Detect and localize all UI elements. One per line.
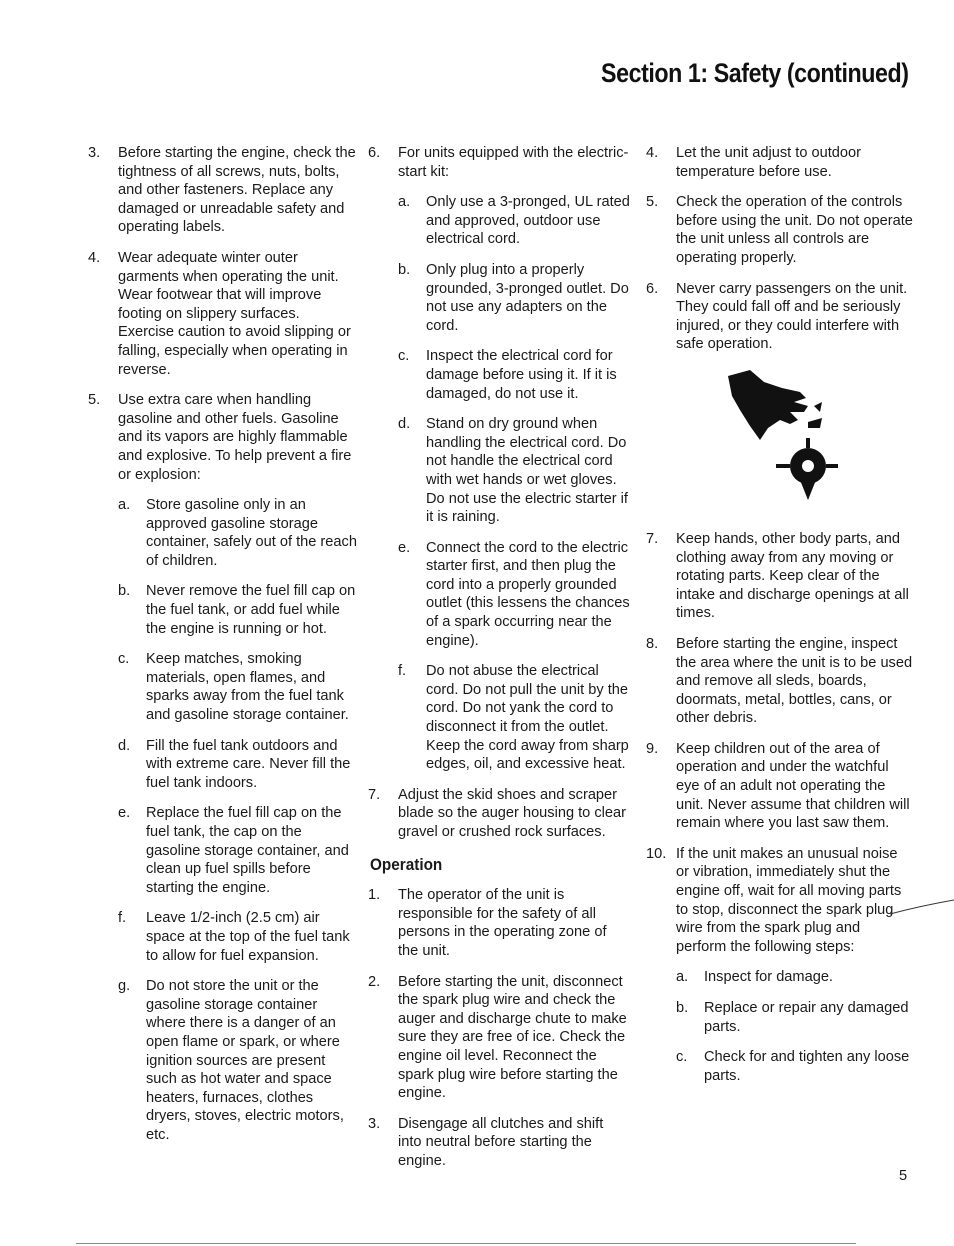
item-number: 2. [368, 973, 381, 990]
sub-item-letter: f. [118, 910, 127, 927]
item-number: 3. [368, 1115, 381, 1132]
item-number: 3. [88, 145, 101, 161]
item-number: 7. [646, 530, 659, 547]
sub-item-text: Fill the fuel tank outdoors and with extreme care. Never fill the fuel tank indoors. [146, 737, 351, 791]
item-text: Use extra care when handling gasoline and other fuels. Gasoline and its vapors are highly flammable and explosive. To help prevent a fire or explosion: [118, 392, 352, 483]
sub-item-text: Only use a 3-pronged, UL rated and approved, outdoor use electrical cord. [426, 194, 630, 248]
sub-item-letter: a. [118, 497, 131, 514]
item-number: 5. [646, 194, 659, 211]
sub-item-letter: b. [398, 261, 411, 278]
sub-item-text: Store gasoline only in an approved gasoline storage container, safely out of the reach of children. [146, 497, 357, 569]
page-title: Section 1: Safety (continued) [601, 58, 909, 88]
sub-item-text: Keep matches, smoking materials, open flames, and sparks away from the fuel tank and gasoline storage container. [146, 651, 349, 724]
sub-item-text: Inspect for damage. [704, 969, 833, 986]
sub-item-text: Connect the cord to the electric starter first, and then plug the cord into a properly grounded outlet (this lessens the chances of a spark occurring near the engine). [426, 539, 630, 649]
item-number: 5. [88, 392, 101, 409]
sub-item-text: Replace or repair any damaged parts. [704, 1000, 909, 1035]
sub-item-letter: c. [676, 1049, 688, 1066]
item-text: Disengage all clutches and shift into neutral before starting the engine. [398, 1115, 604, 1169]
item-number: 9. [646, 740, 659, 757]
item-text: Wear adequate winter outer garments when operating the unit. Wear footwear that will improve footing on slippery surfaces. Exercise caution to avoid slipping or falling, especially when operating in reverse. [118, 249, 351, 378]
sub-item-text: Check for and tighten any loose parts. [704, 1049, 910, 1084]
item-number: 10. [646, 845, 667, 862]
page-number: 5 [899, 1168, 908, 1184]
sub-item-letter: d. [398, 416, 411, 433]
item-text: If the unit makes an unusual noise or vibration, immediately shut the engine off, wait for all moving parts to stop, disconnect the spark plug wire from the spark plug and perform the following steps: [676, 845, 902, 955]
sub-item-letter: f. [398, 663, 407, 680]
item-number: 6. [368, 145, 381, 161]
sub-item-letter: e. [118, 805, 131, 822]
sub-item-letter: g. [118, 978, 131, 995]
sub-item-letter: a. [676, 969, 689, 986]
item-number: 7. [368, 786, 381, 803]
sub-item-text: Inspect the electrical cord for damage before using it. If it is damaged, do not use it. [426, 348, 617, 402]
sub-item-letter: e. [398, 539, 411, 556]
sub-item-letter: c. [118, 651, 130, 668]
item-text: The operator of the unit is responsible for the safety of all persons in the operating zone of the unit. [398, 887, 607, 959]
item-number: 1. [368, 887, 381, 904]
item-text: Keep children out of the area of operation and under the watchful eye of an adult not operating the unit. Never assume that children will remain where you last saw them. [676, 740, 910, 832]
item-text: For units equipped with the electric-start kit: [398, 145, 629, 180]
item-text: Adjust the skid shoes and scraper blade so the auger housing to clear gravel or crushed rock surfaces. [398, 786, 626, 840]
item-text: Before starting the engine, inspect the area where the unit is to be used and remove all sleds, boards, doormats, metal, bottles, cans, or other debris. [676, 635, 913, 727]
sub-item-text: Never remove the fuel fill cap on the fuel tank, or add fuel while the engine is running or hot. [146, 583, 356, 637]
bottom-rule [76, 1243, 856, 1244]
sub-item-letter: b. [676, 1000, 689, 1016]
sub-item-text: Do not store the unit or the gasoline storage container where there is a danger of an open flame or spark, or where ignition sources are present such as hot water and space heaters, furnaces, clothes dryers, stoves, electric motors, etc. [146, 978, 344, 1143]
item-number: 4. [88, 249, 101, 266]
item-text: Before starting the unit, disconnect the spark plug wire and check the auger and discharge chute to make sure they are free of ice. Check the engine oil level. Reconnect the spark plug wire before starting the engine. [398, 973, 627, 1102]
item-number: 8. [646, 635, 659, 652]
item-text: Check the operation of the controls before using the unit. Do not operate the unit unless all controls are operating properly. [676, 194, 913, 266]
item-text: Before starting the engine, check the tightness of all screws, nuts, bolts, and other fasteners. Replace any damaged or unreadable safety and operating labels. [118, 145, 356, 236]
item-number: 4. [646, 145, 659, 161]
sub-item-letter: c. [398, 348, 410, 365]
sub-item-letter: a. [398, 194, 411, 211]
sub-item-text: Do not abuse the electrical cord. Do not pull the unit by the cord. Do not yank the cord to disconnect it from the outlet. Keep the cord away from sharp edges, oil, and excessive heat. [426, 663, 629, 773]
sub-item-text: Only plug into a properly grounded, 3-pronged outlet. Do not use any adapters on the cord. [426, 261, 629, 334]
item-number: 6. [646, 280, 659, 297]
sub-item-letter: d. [118, 737, 131, 754]
item-text: Let the unit adjust to outdoor temperature before use. [676, 145, 861, 180]
sub-item-letter: b. [118, 583, 131, 600]
sub-item-text: Leave 1/2-inch (2.5 cm) air space at the top of the fuel tank to allow for fuel expansion. [146, 910, 350, 964]
section-heading-operation: Operation [370, 854, 443, 874]
sub-item-text: Stand on dry ground when handling the electrical cord. Do not handle the electrical cord with wet hands or wet gloves. Do not use the electric starter if it is raining. [426, 416, 628, 526]
item-text: Keep hands, other body parts, and clothing away from any moving or rotating parts. Keep clear of the intake and discharge openings at all times. [676, 530, 909, 622]
item-text: Never carry passengers on the unit. They could fall off and be seriously injured, or they could interfere with safe operation. [676, 280, 908, 353]
sub-item-text: Replace the fuel fill cap on the fuel tank, the cap on the gasoline storage container, and clean up fuel spills before starting the engine. [146, 805, 349, 896]
